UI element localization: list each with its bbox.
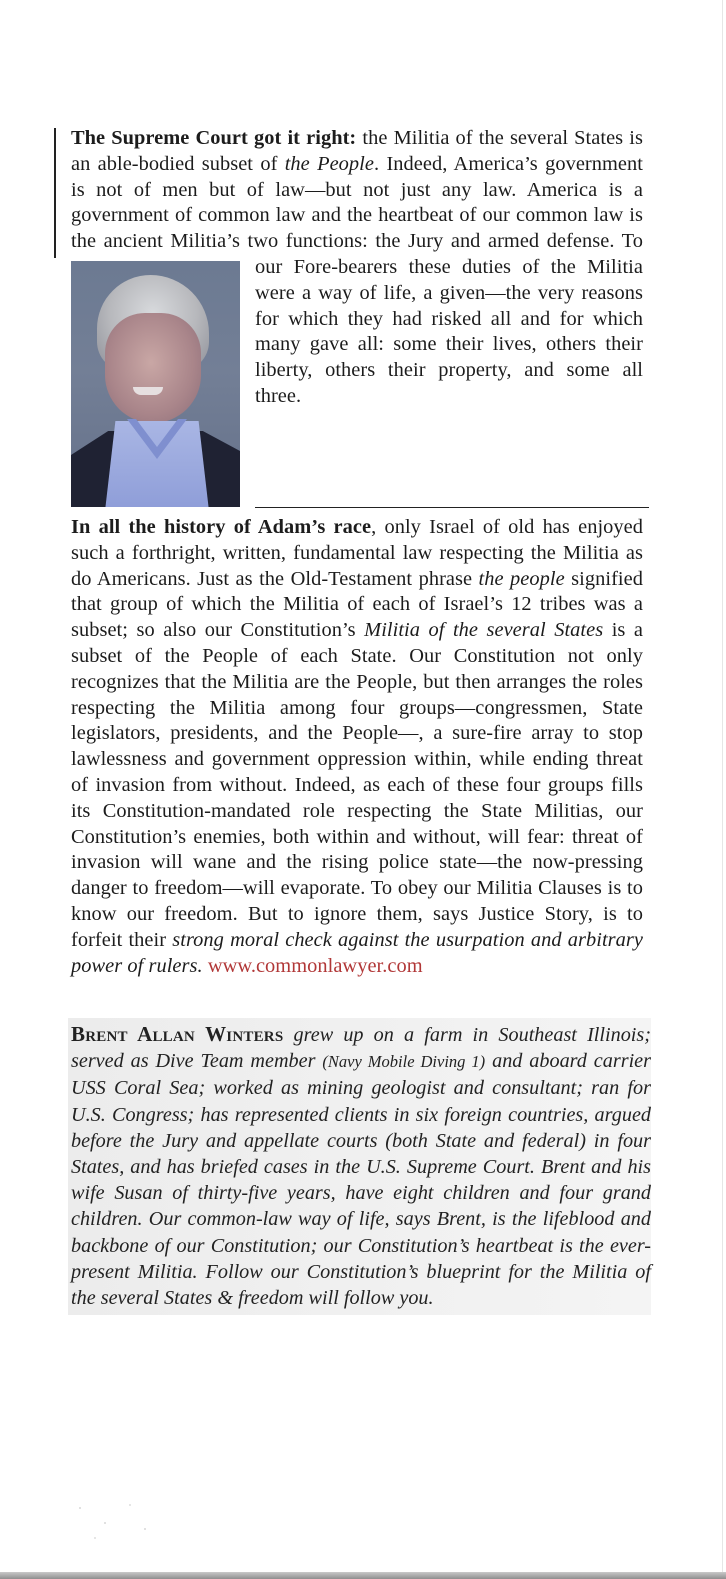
article-column (71, 126, 643, 979)
page-edge-bottom (0, 1572, 726, 1579)
author-bio: Brent Allan Winters grew up on a farm in Southeast Illinois; served as Dive Team member (Navy Mobile Diving 1) and aboard carrier USS Coral Sea; worked as mining geologist and consultant; ran for U.S. Congress; has represented clients in six foreign countries, argued before the Jury and appellate courts (both State and federal) in four States, and has briefed cases in the U.S. Supreme Court. Brent and his wife Susan of thirty-five years, have eight children and four grand children. Our common-law way of life, says Brent, is the lifeblood and backbone of our Constitution; our Constitution’s heartbeat is the ever-present Militia. Follow our Constitution’s blueprint for the Militia of the several States & freedom will follow you. (71, 1022, 651, 1310)
author-bio-box (68, 1018, 651, 1315)
paragraph-history: In all the history of Adam’s race, only Israel of old has enjoyed such a forthright, written, fundamental law respecting the Militia as do Americans. Just as the Old-Testament phrase the people signified that group of which the Militia of each of Israel’s 12 tribes was a subset; so also our Constitution’s Militia of the several States is a subset of the People of each State. Our Constitution not only recognizes that the Militia are the People, but then arranges the roles respecting the Militia among four groups—congressmen, State legislators, presidents, and the People—, a sure-fire array to stop lawlessness and government oppression within, while ending threat of invasion from without. Indeed, as each of these four groups fills its Constitution-mandated role respecting the State Militias, our Constitution’s enemies, both within and without, will fear: threat of invasion will wane and the rising police state—the now-pressing danger to freedom—will evaporate. To obey our Militia Clauses is to know our freedom. But to ignore them, says Justice Story, is to forfeit their strong moral check against the usurpation and arbitrary power of rulers. www.commonlawyer.com (71, 516, 643, 977)
lead-heading-supreme-court: The Supreme Court got it right: (71, 127, 357, 149)
section-divider (255, 507, 649, 508)
page-edge-right (722, 0, 723, 1572)
left-accent-bar (54, 128, 56, 258)
photo-smile (133, 387, 163, 395)
paragraph-supreme-court: The Supreme Court got it right: the Militia of the several States is an able-bodied subset of the People. Indeed, America’s government is not of men but of law—but not just any law. America is a government of common law and the heartbeat of our common law is the ancient Militia’s two functions: the Jury and armed defense. To our Fore-bearers these duties of the Militia were a way of life, a given—the very reasons for which they had risked all and for which many gave all: some their lives, others their liberty, others their property, and some all three. (71, 126, 643, 410)
author-name: Brent Allan Winters (71, 1022, 284, 1046)
paper-specks (60, 1490, 160, 1550)
photo-shirt (105, 421, 209, 507)
photo-face (105, 313, 201, 423)
website-link[interactable]: www.commonlawyer.com (207, 954, 423, 977)
author-photo (71, 261, 240, 507)
lead-heading-history: In all the history of Adam’s race (71, 516, 372, 538)
